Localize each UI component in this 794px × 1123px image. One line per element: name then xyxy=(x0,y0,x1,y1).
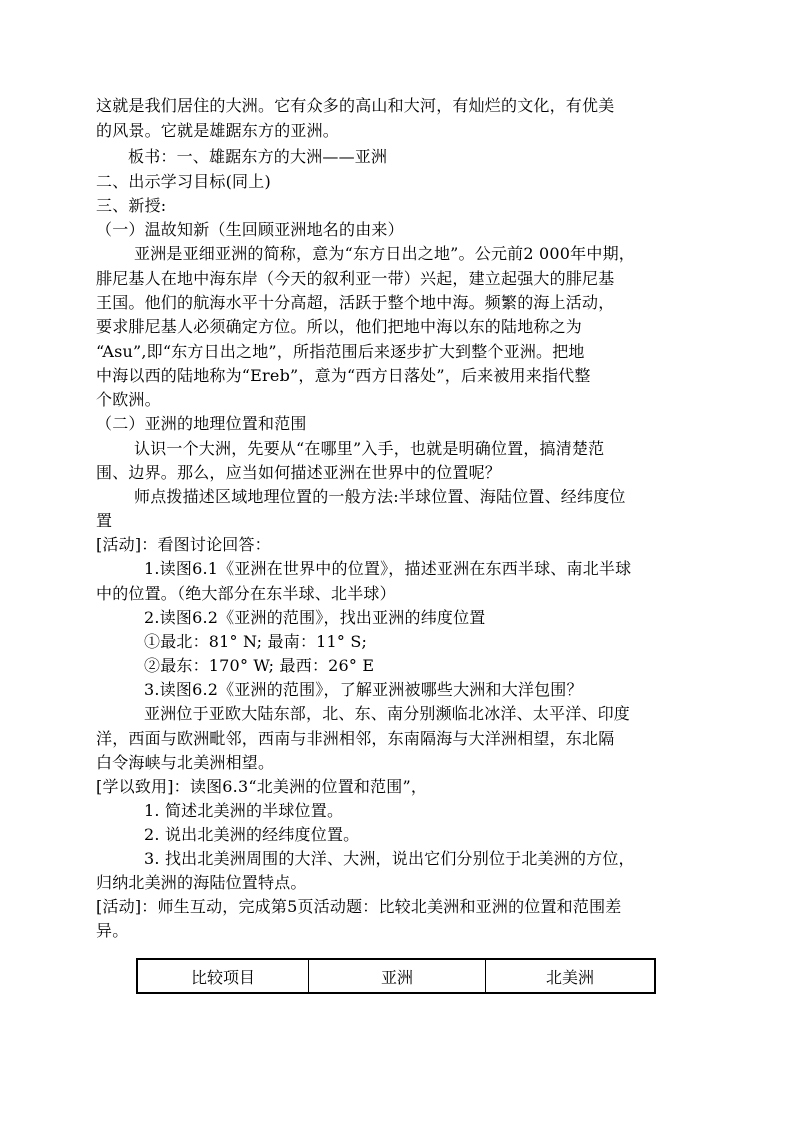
table-header-cell: 比较项目 xyxy=(137,959,309,993)
text-line: 的风景。它就是雄踞东方的亚洲。 xyxy=(96,121,340,140)
subsection-heading: （二）亚洲的地理位置和范围 xyxy=(96,414,307,433)
text-line: 3.读图6.2《亚洲的范围》，了解亚洲被哪些大洲和大洋包围？ xyxy=(144,680,583,699)
blackboard-heading: 板书：一、雄踞东方的大洲——亚洲 xyxy=(128,147,388,166)
text-line: 1. 简述北美洲的半球位置。 xyxy=(144,801,344,820)
text-line: 1.读图6.1《亚洲在世界中的位置》，描述亚洲在东西半球、南北半球 xyxy=(144,559,632,578)
text-line: 白令海峡与北美洲相望。 xyxy=(96,753,275,772)
activity-heading: [活动]：看图讨论回答： xyxy=(96,535,271,554)
text-line: 腓尼基人在地中海东岸（今天的叙利亚一带）兴起，建立起强大的腓尼基 xyxy=(96,269,615,288)
text-line: 2.读图6.2《亚洲的范围》，找出亚洲的纬度位置 xyxy=(144,608,486,627)
application-heading: [学以致用]：读图6.3“北美洲的位置和范围”， xyxy=(96,777,428,796)
text-line: ①最北：81° N; 最南：11° S; xyxy=(144,632,368,651)
text-line: 异。 xyxy=(96,921,129,940)
text-line: “Asu”,即“东方日出之地”，所指范围后来逐步扩大到整个亚洲。把地 xyxy=(96,342,585,361)
text-line: 置 xyxy=(96,511,113,530)
section-heading: 三、新授: xyxy=(96,196,167,215)
text-line: 中的位置。（绝大部分在东半球、北半球） xyxy=(96,584,396,603)
activity-heading: [活动]：师生互动，完成第5页活动题：比较北美洲和亚洲的位置和范围差 xyxy=(96,897,622,916)
text-line: 这就是我们居住的大洲。它有众多的高山和大河，有灿烂的文化，有优美 xyxy=(96,96,615,115)
table-header-row xyxy=(137,959,655,993)
text-line: 亚洲位于亚欧大陆东部，北、东、南分别濒临北冰洋、太平洋、印度 xyxy=(144,704,631,723)
text-line: 2. 说出北美洲的经纬度位置。 xyxy=(144,825,360,844)
section-heading: 二、出示学习目标(同上) xyxy=(96,172,271,191)
text-line: 归纳北美洲的海陆位置特点。 xyxy=(96,873,307,892)
text-line: ②最东：170° W; 最西：26° E xyxy=(144,656,375,675)
text-line: 3. 找出北美洲周围的大洋、大洲，说出它们分别位于北美洲的方位， xyxy=(144,849,635,868)
comparison-table xyxy=(136,958,656,994)
text-line: 要求腓尼基人必须确定方位。所以，他们把地中海以东的陆地称之为 xyxy=(96,317,583,336)
subsection-heading: （一）温故知新（生回顾亚洲地名的由来） xyxy=(96,220,404,239)
text-line: 中海以西的陆地称为“Ereb”，意为“西方日落处”，后来被用来指代整 xyxy=(96,366,591,385)
text-line: 个欧洲。 xyxy=(96,390,161,409)
text-line: 师点拨描述区域地理位置的一般方法:半球位置、海陆位置、经纬度位 xyxy=(134,487,626,506)
text-line: 亚洲是亚细亚洲的简称，意为“东方日出之地”。公元前2 000年中期， xyxy=(134,244,635,263)
table-header-cell: 北美洲 xyxy=(485,959,655,993)
table-header-cell: 亚洲 xyxy=(309,959,486,993)
text-line: 认识一个大洲，先要从“在哪里”入手，也就是明确位置，搞清楚范 xyxy=(134,439,605,458)
text-line: 围、边界。那么，应当如何描述亚洲在世界中的位置呢？ xyxy=(96,463,502,482)
text-line: 王国。他们的航海水平十分高超，活跃于整个地中海。频繁的海上活动， xyxy=(96,293,615,312)
text-line: 洋，西面与欧洲毗邻，西南与非洲相邻，东南隔海与大洋洲相望，东北隔 xyxy=(96,729,615,748)
